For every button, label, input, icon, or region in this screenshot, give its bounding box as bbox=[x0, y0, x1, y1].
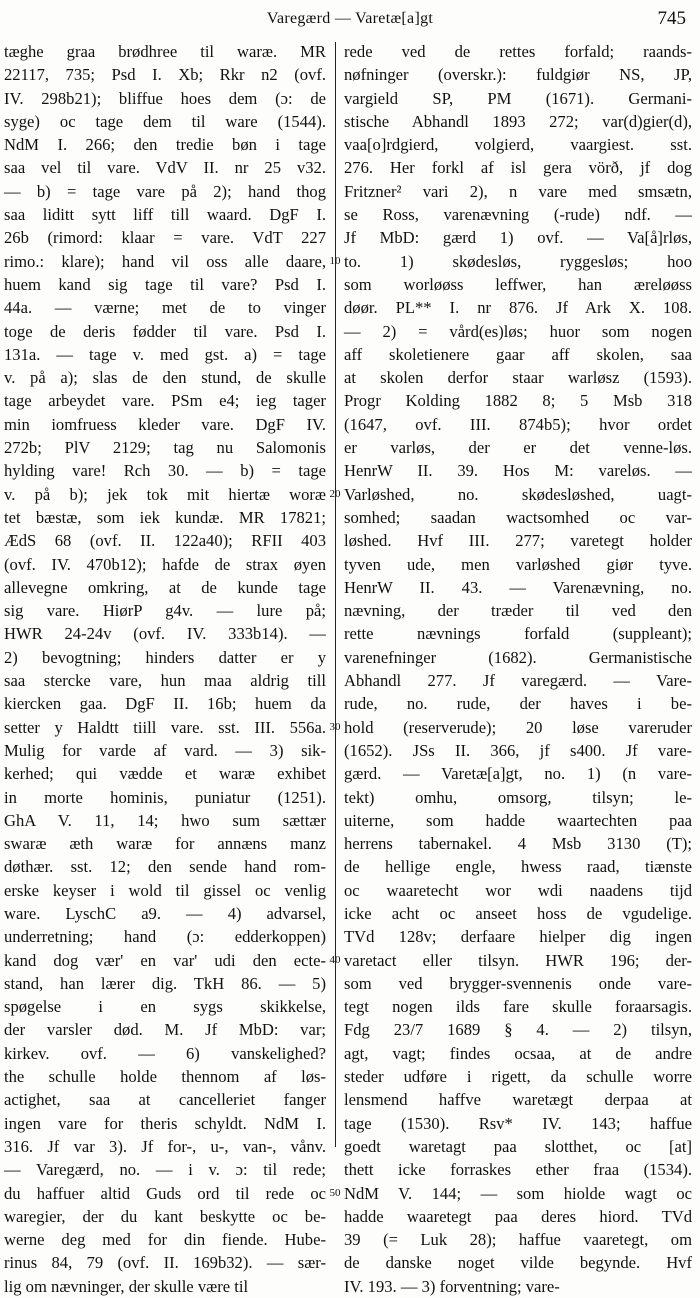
text-line: kand dog vær' en var' udi den ecte- bbox=[4, 950, 326, 970]
text-line: HenrW II. 43. — Varenævning, no. bbox=[344, 577, 692, 597]
text-line: løshed. Hvf III. 277; varetegt holder bbox=[344, 531, 692, 551]
line-number: 30 bbox=[329, 720, 341, 733]
text-line: HenrW II. 39. Hos M: vareløs. — bbox=[344, 461, 692, 481]
text-line: syge) oc tage dem til ware (1544). bbox=[4, 111, 326, 131]
text-line: setter y Haldtt tiill vare. sst. III. 556a. bbox=[4, 717, 326, 737]
text-line: tegt nogen ilds fare skulle foraarsagis. bbox=[344, 997, 692, 1017]
text-line: kerhed; qui vædde et waræ exhibet bbox=[4, 764, 326, 784]
text-line: 22117, 735; Psd I. Xb; Rkr n2 (ovf. bbox=[4, 65, 326, 85]
text-line: rude, no. rude, der haves i be- bbox=[344, 694, 692, 714]
text-line: rede ved de rettes forfald; raands- bbox=[344, 42, 692, 61]
text-line: 131a. — tage v. med gst. a) = tage bbox=[4, 344, 326, 364]
text-line: aff skoletienere gaar aff skolen, saa bbox=[344, 344, 692, 364]
text-line: rimo.: klare); hand vil oss alle daare, bbox=[4, 251, 326, 271]
text-line: kirkev. ovf. — 6) vanskelighed? bbox=[4, 1043, 326, 1063]
text-line: døør. PL** I. nr 876. Jf Ark X. 108. bbox=[344, 298, 692, 318]
text-line: 2) bevogtning; hinders datter er y bbox=[4, 647, 326, 667]
text-line: Varløshed, no. skødesløshed, uagt- bbox=[344, 484, 692, 504]
text-line: thett icke forraskes ether fraa (1534). bbox=[344, 1160, 692, 1180]
text-line: varenefninger (1682). Germanistische bbox=[344, 647, 692, 667]
line-number: 40 bbox=[329, 953, 341, 966]
line-number: 50 bbox=[329, 1186, 341, 1199]
text-line: gærd. — Varetæ[a]gt, no. 1) (n vare- bbox=[344, 764, 692, 784]
text-line: lensmend haffve waretægt derpaa at bbox=[344, 1090, 692, 1110]
text-line: vargield SP, PM (1671). Germani- bbox=[344, 88, 692, 108]
text-line: ÆdS 68 (ovf. II. 122a40); RFII 403 bbox=[4, 531, 326, 551]
text-line: døthær. sst. 12; den sende hand rom- bbox=[4, 857, 326, 877]
text-line: kiercken gaa. DgF II. 16b; huem da bbox=[4, 694, 326, 714]
text-line: varetact eller tilsyn. HWR 196; der- bbox=[344, 950, 692, 970]
text-line: Progr Kolding 1882 8; 5 Msb 318 bbox=[344, 391, 692, 411]
line-number: 10 bbox=[329, 254, 341, 267]
text-line: stand, han lærer dig. TkH 86. — 5) bbox=[4, 973, 326, 993]
text-line: icke acht oc anseet hoss de vgudelige. bbox=[344, 903, 692, 923]
text-line: swaræ æth waræ for annæns manz bbox=[4, 834, 326, 854]
text-line: hylding vare! Rch 30. — b) = tage bbox=[4, 461, 326, 481]
left-column bbox=[4, 40, 326, 1296]
text-line: de hellige engle, hwess raad, tiænste bbox=[344, 857, 692, 877]
text-line: underretning; hand (ɔ: edderkoppen) bbox=[4, 927, 326, 947]
text-line: 39 (= Luk 28); haffue vaaretegt, om bbox=[344, 1230, 692, 1250]
text-line: sig vare. HiørP g4v. — lure på; bbox=[4, 601, 326, 621]
text-line: at skolen derfor staar warløsz (1593). bbox=[344, 368, 692, 388]
text-line: v. på a); slas de den stund, de skulle bbox=[4, 368, 326, 388]
text-line: HWR 24-24v (ovf. IV. 333b14). — bbox=[4, 624, 326, 644]
line-number: 20 bbox=[329, 487, 341, 500]
text-line: in morte hominis, puniatur (1251). bbox=[4, 787, 326, 807]
text-line: som worløøss leffwer, han æreløøss bbox=[344, 274, 692, 294]
text-line: v. på b); jek tok mit hiertæ woræ bbox=[4, 484, 326, 504]
text-line: goedt waretagt paa slotthet, oc [at] bbox=[344, 1136, 692, 1156]
text-line: Fdg 23/7 1689 § 4. — 2) tilsyn, bbox=[344, 1020, 692, 1040]
text-line: the schulle holde thennom af løs- bbox=[4, 1067, 326, 1087]
text-line: somhed; saadan wactsomhed oc var- bbox=[344, 507, 692, 527]
text-line: saa vel til vare. VdV II. nr 25 v32. bbox=[4, 158, 326, 178]
text-line: allevegne omkring, at de kunde tage bbox=[4, 577, 326, 597]
text-line: IV. 298b21); bliffue hoes dem (ɔ: de bbox=[4, 88, 326, 108]
text-line: erske keyser i wold til gissel oc venlig bbox=[4, 880, 326, 900]
text-line: hold (reserverude); 20 løse vareruder bbox=[344, 717, 692, 737]
text-line: stische Abhandl 1893 272; var(d)gier(d), bbox=[344, 111, 692, 131]
page-header bbox=[0, 8, 700, 34]
text-line: IV. 193. — 3) forventning; vare- bbox=[344, 1276, 560, 1296]
page-number: 745 bbox=[657, 8, 686, 29]
text-line: waregier, der du kant beskytte oc be- bbox=[4, 1206, 326, 1226]
text-line: vaa[o]rdgierd, volgierd, vaargiest. sst. bbox=[344, 135, 692, 155]
text-line: spøgelse i en sygs skikkelse, bbox=[4, 997, 326, 1017]
text-line: werne deg med for din fiende. Hube- bbox=[4, 1230, 326, 1250]
text-line: 316. Jf var 3). Jf for-, u-, van-, vånv. bbox=[4, 1136, 326, 1156]
text-line: som ved brygger-svennenis onde vare- bbox=[344, 973, 692, 993]
text-line: tekt) omhu, omsorg, tilsyn; le- bbox=[344, 787, 692, 807]
right-column bbox=[344, 40, 692, 1296]
text-line: nævning, der træder til ved den bbox=[344, 601, 692, 621]
text-line: Abhandl 277. Jf varegærd. — Vare- bbox=[344, 671, 692, 691]
text-line: Fritzner² vari 2), n vare med smsætn, bbox=[344, 181, 692, 201]
text-line: tæghe graa brødhree til waræ. MR bbox=[4, 42, 326, 61]
text-line: — 2) = vård(es)løs; huor som nogen bbox=[344, 321, 692, 341]
text-line: Mulig for varde af vard. — 3) sik- bbox=[4, 740, 326, 760]
text-line: hadde waaretegt paa deres hiord. TVd bbox=[344, 1206, 692, 1226]
text-line: 272b; PlV 2129; tag nu Salomonis bbox=[4, 438, 326, 458]
column-divider bbox=[335, 42, 336, 1147]
text-line: er varløs, der er det venne-løs. bbox=[344, 438, 692, 458]
text-line: Jf MbD: gærd 1) ovf. — Va[å]rløs, bbox=[344, 228, 692, 248]
text-line: agt, vagt; findes ocsaa, at de andre bbox=[344, 1043, 692, 1063]
text-line: ingen vare for theris schyldt. NdM I. bbox=[4, 1113, 326, 1133]
text-line: NdM V. 144; — som hiolde wagt oc bbox=[344, 1183, 692, 1203]
text-line: saa stercke vare, hun maa aldrig till bbox=[4, 671, 326, 691]
text-line: nøfninger (overskr.): fuldgiør NS, JP, bbox=[344, 65, 692, 85]
text-line: — Varegærd, no. — i v. ɔ: til rede; bbox=[4, 1160, 326, 1180]
text-line: herrens tabernakel. 4 Msb 3130 (T); bbox=[344, 834, 692, 854]
text-line: 26b (rimord: klaar = vare. VdT 227 bbox=[4, 228, 326, 248]
running-head: Varegærd — Varetæ[a]gt bbox=[266, 10, 434, 27]
text-line: TVd 128v; derfaare hielper dig ingen bbox=[344, 927, 692, 947]
text-line: tage arbeydet vare. PSm e4; ieg tager bbox=[4, 391, 326, 411]
text-line: du haffuer altid Guds ord til rede oc bbox=[4, 1183, 326, 1203]
text-line: (ovf. IV. 470b12); hafde de strax øyen bbox=[4, 554, 326, 574]
text-line: (1652). JSs II. 366, jf s400. Jf vare- bbox=[344, 740, 692, 760]
text-line: rette nævnings forfald (suppleant); bbox=[344, 624, 692, 644]
text-line: GhA V. 11, 14; hwo sum sættær bbox=[4, 810, 326, 830]
text-line: ware. LyschC a9. — 4) advarsel, bbox=[4, 903, 326, 923]
text-line: se Ross, varenævning (-rude) ndf. — bbox=[344, 205, 692, 225]
text-line: actighet, saa at cancelleriet fanger bbox=[4, 1090, 326, 1110]
text-line: (1647, ovf. III. 874b5); hvor ordet bbox=[344, 414, 692, 434]
text-line: tage (1530). Rsv* IV. 143; haffue bbox=[344, 1113, 692, 1133]
text-line: 44a. — værne; met de to vinger bbox=[4, 298, 326, 318]
text-line: huem kand sig tage til vare? Psd I. bbox=[4, 274, 326, 294]
text-line: lig om nævninger, der skulle være til bbox=[4, 1276, 249, 1296]
text-line: rinus 84, 79 (ovf. II. 169b32). — sær- bbox=[4, 1253, 326, 1273]
text-line: toge de deris fødder til vare. Psd I. bbox=[4, 321, 326, 341]
text-line: uiterne, som hadde waartechten paa bbox=[344, 810, 692, 830]
text-line: saa liditt sytt liff till waard. DgF I. bbox=[4, 205, 326, 225]
text-line: to. 1) skødesløs, ryggesløs; hoo bbox=[344, 251, 692, 271]
text-line: tyven ude, men varløshed giør tyve. bbox=[344, 554, 692, 574]
text-line: der varsler død. M. Jf MbD: var; bbox=[4, 1020, 326, 1040]
text-line: — b) = tage vare på 2); hand thog bbox=[4, 181, 326, 201]
text-line: oc waaretecht wor wdi naadens tijd bbox=[344, 880, 692, 900]
text-line: tet bæstæ, som iek kundæ. MR 17821; bbox=[4, 507, 326, 527]
text-line: 276. Her forkl af isl gera vörð, jf dog bbox=[344, 158, 692, 178]
text-line: steder udføre i rigett, da schulle worre bbox=[344, 1067, 692, 1087]
text-line: de danske noget vilde begynde. Hvf bbox=[344, 1253, 692, 1273]
text-line: NdM I. 266; den tredie bøn i tage bbox=[4, 135, 326, 155]
text-line: min iomfruess kleder vare. DgF IV. bbox=[4, 414, 326, 434]
